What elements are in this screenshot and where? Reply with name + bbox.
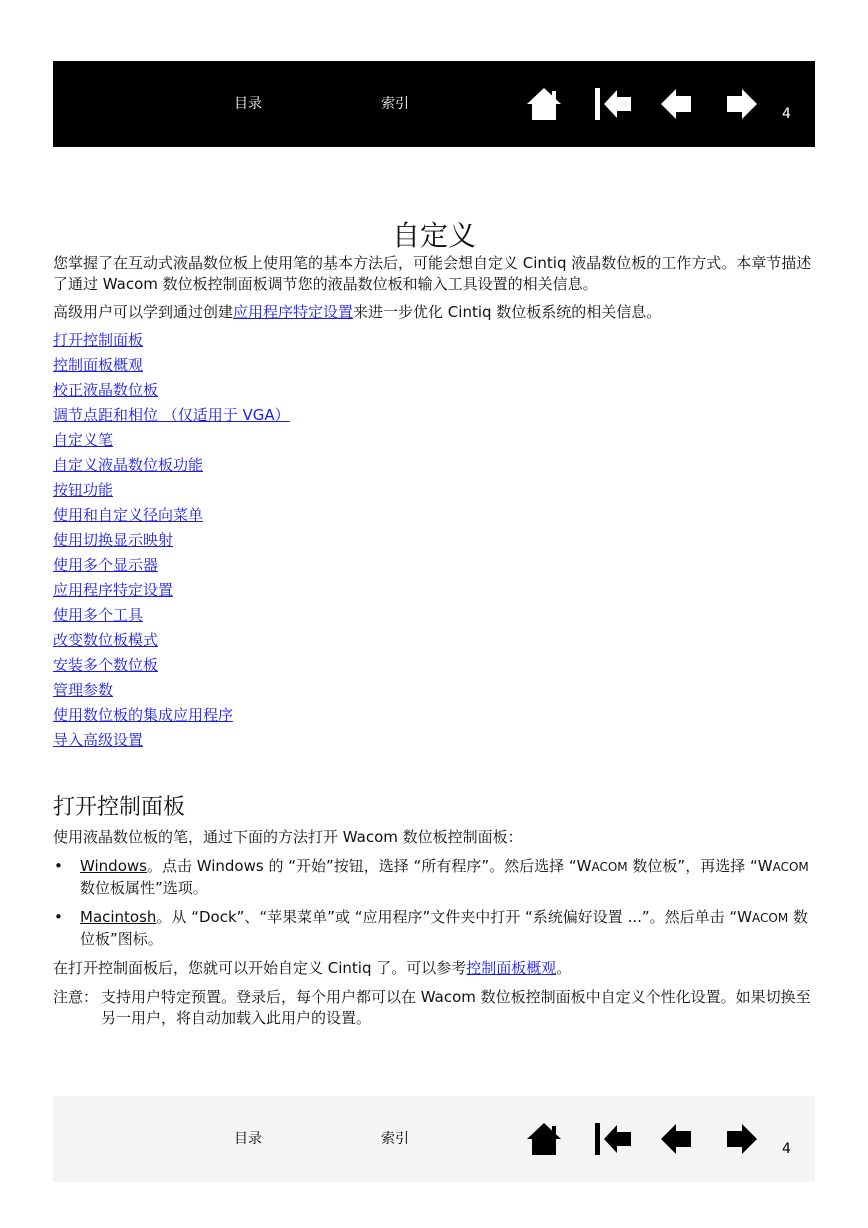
home-icon[interactable] xyxy=(525,86,563,122)
toc-link-pitch-phase[interactable]: 调节点距和相位 （仅适用于 VGA） xyxy=(53,406,290,424)
toc-link[interactable]: 目录 xyxy=(234,96,262,112)
note-label: 注意： xyxy=(53,988,99,1006)
advanced-paragraph xyxy=(53,302,813,323)
windows-text-c: 数位板属性”选项。 xyxy=(80,879,208,897)
next-page-icon[interactable] xyxy=(723,1121,761,1157)
toc-link-control-panel-overview[interactable]: 控制面板概观 xyxy=(53,356,144,374)
toc-link-customize-pen[interactable]: 自定义笔 xyxy=(53,431,114,449)
note-text: 支持用户特定预置。登录后，每个用户都可以在 Wacom 数位板控制面板中自定义个性化设置。如果切换至另一用户，将自动加载入此用户的设置。 xyxy=(101,988,811,1027)
toc-link-radial-menu[interactable]: 使用和自定义径向菜单 xyxy=(53,506,204,524)
toc-link-display-toggle[interactable]: 使用切换显示映射 xyxy=(53,531,174,549)
toc-link-app-specific-settings[interactable]: 应用程序特定设置 xyxy=(53,581,174,599)
windows-smallcaps-1: ACOM xyxy=(591,860,628,874)
home-icon[interactable] xyxy=(525,1121,563,1157)
mac-smallcaps-1: ACOM xyxy=(752,911,789,925)
toc-link-multiple-tablets[interactable]: 安装多个数位板 xyxy=(53,656,159,674)
page-number: 4 xyxy=(782,1141,791,1157)
bullet-icon: • xyxy=(54,857,63,875)
open-control-panel-section xyxy=(53,790,813,1029)
after-suffix: 。 xyxy=(556,959,572,977)
chapter-link-list-wrapper xyxy=(53,328,813,753)
windows-text-b: 数位板”，再选择 “W xyxy=(627,857,773,875)
toc-link[interactable]: 目录 xyxy=(234,1131,262,1147)
toc-link-manage-preferences[interactable]: 管理参数 xyxy=(53,681,114,699)
section-lead: 使用液晶数位板的笔，通过下面的方法打开 Wacom 数位板控制面板： xyxy=(53,828,523,846)
bottom-navigation-bar xyxy=(53,1096,815,1182)
first-page-icon[interactable] xyxy=(595,1121,633,1157)
next-page-icon[interactable] xyxy=(723,86,761,122)
mac-text-a: 。从 “Dock”、“苹果菜单”或 “应用程序”文件夹中打开 “系统偏好设置 ...”。然后单击 “W xyxy=(156,908,753,926)
windows-label[interactable]: Windows xyxy=(80,857,147,875)
app-specific-settings-link[interactable]: 应用程序特定设置 xyxy=(233,303,354,321)
toc-link-customize-display-functions[interactable]: 自定义液晶数位板功能 xyxy=(53,456,204,474)
section-heading: 打开控制面板 xyxy=(53,795,186,820)
bullet-icon: • xyxy=(54,908,63,926)
first-page-icon[interactable] xyxy=(595,86,633,122)
toc-link-multiple-monitors[interactable]: 使用多个显示器 xyxy=(53,556,159,574)
intro-block xyxy=(53,253,813,323)
page-title: 自定义 xyxy=(391,219,476,252)
windows-instruction xyxy=(53,856,813,899)
mac-instruction xyxy=(53,907,813,950)
toc-link-integrated-applications[interactable]: 使用数位板的集成应用程序 xyxy=(53,706,234,724)
top-navigation-bar xyxy=(53,61,815,147)
windows-text-a: 。点击 Windows 的 “开始”按钮，选择 “所有程序”。然后选择 “W xyxy=(146,857,592,875)
intro-paragraph: 您掌握了在互动式液晶数位板上使用笔的基本方法后，可能会想自定义 Cintiq 液晶数位板的工作方式。本章节描述了通过 Wacom 数位板控制面板调节您的液晶数位板和输入工具设置的相关信息。 xyxy=(53,254,812,293)
toc-link-multiple-tools[interactable]: 使用多个工具 xyxy=(53,606,144,624)
after-open-paragraph xyxy=(53,958,813,979)
mac-text-b: 数位板”图标。 xyxy=(80,908,808,948)
toc-link-import-advanced[interactable]: 导入高级设置 xyxy=(53,731,144,749)
index-link[interactable]: 索引 xyxy=(381,96,409,112)
mac-label[interactable]: Macintosh xyxy=(80,908,157,926)
toc-link-button-functions[interactable]: 按钮功能 xyxy=(53,481,114,499)
windows-smallcaps-2: ACOM xyxy=(772,860,809,874)
toc-link-calibrate[interactable]: 校正液晶数位板 xyxy=(53,381,159,399)
advanced-prefix: 高级用户可以学到通过创建 xyxy=(53,303,234,321)
index-link[interactable]: 索引 xyxy=(381,1131,409,1147)
control-panel-overview-link[interactable]: 控制面板概观 xyxy=(466,959,557,977)
previous-page-icon[interactable] xyxy=(659,1121,697,1157)
after-prefix: 在打开控制面板后，您就可以开始自定义 Cintiq 了。可以参考 xyxy=(53,959,467,977)
previous-page-icon[interactable] xyxy=(659,86,697,122)
os-instructions-list xyxy=(53,856,813,950)
chapter-link-list xyxy=(53,328,813,753)
page-number: 4 xyxy=(782,106,791,122)
toc-link-open-control-panel[interactable]: 打开控制面板 xyxy=(53,331,144,349)
note-block xyxy=(53,987,813,1029)
toc-link-tablet-mode[interactable]: 改变数位板模式 xyxy=(53,631,159,649)
advanced-suffix: 来进一步优化 Cintiq 数位板系统的相关信息。 xyxy=(353,303,662,321)
